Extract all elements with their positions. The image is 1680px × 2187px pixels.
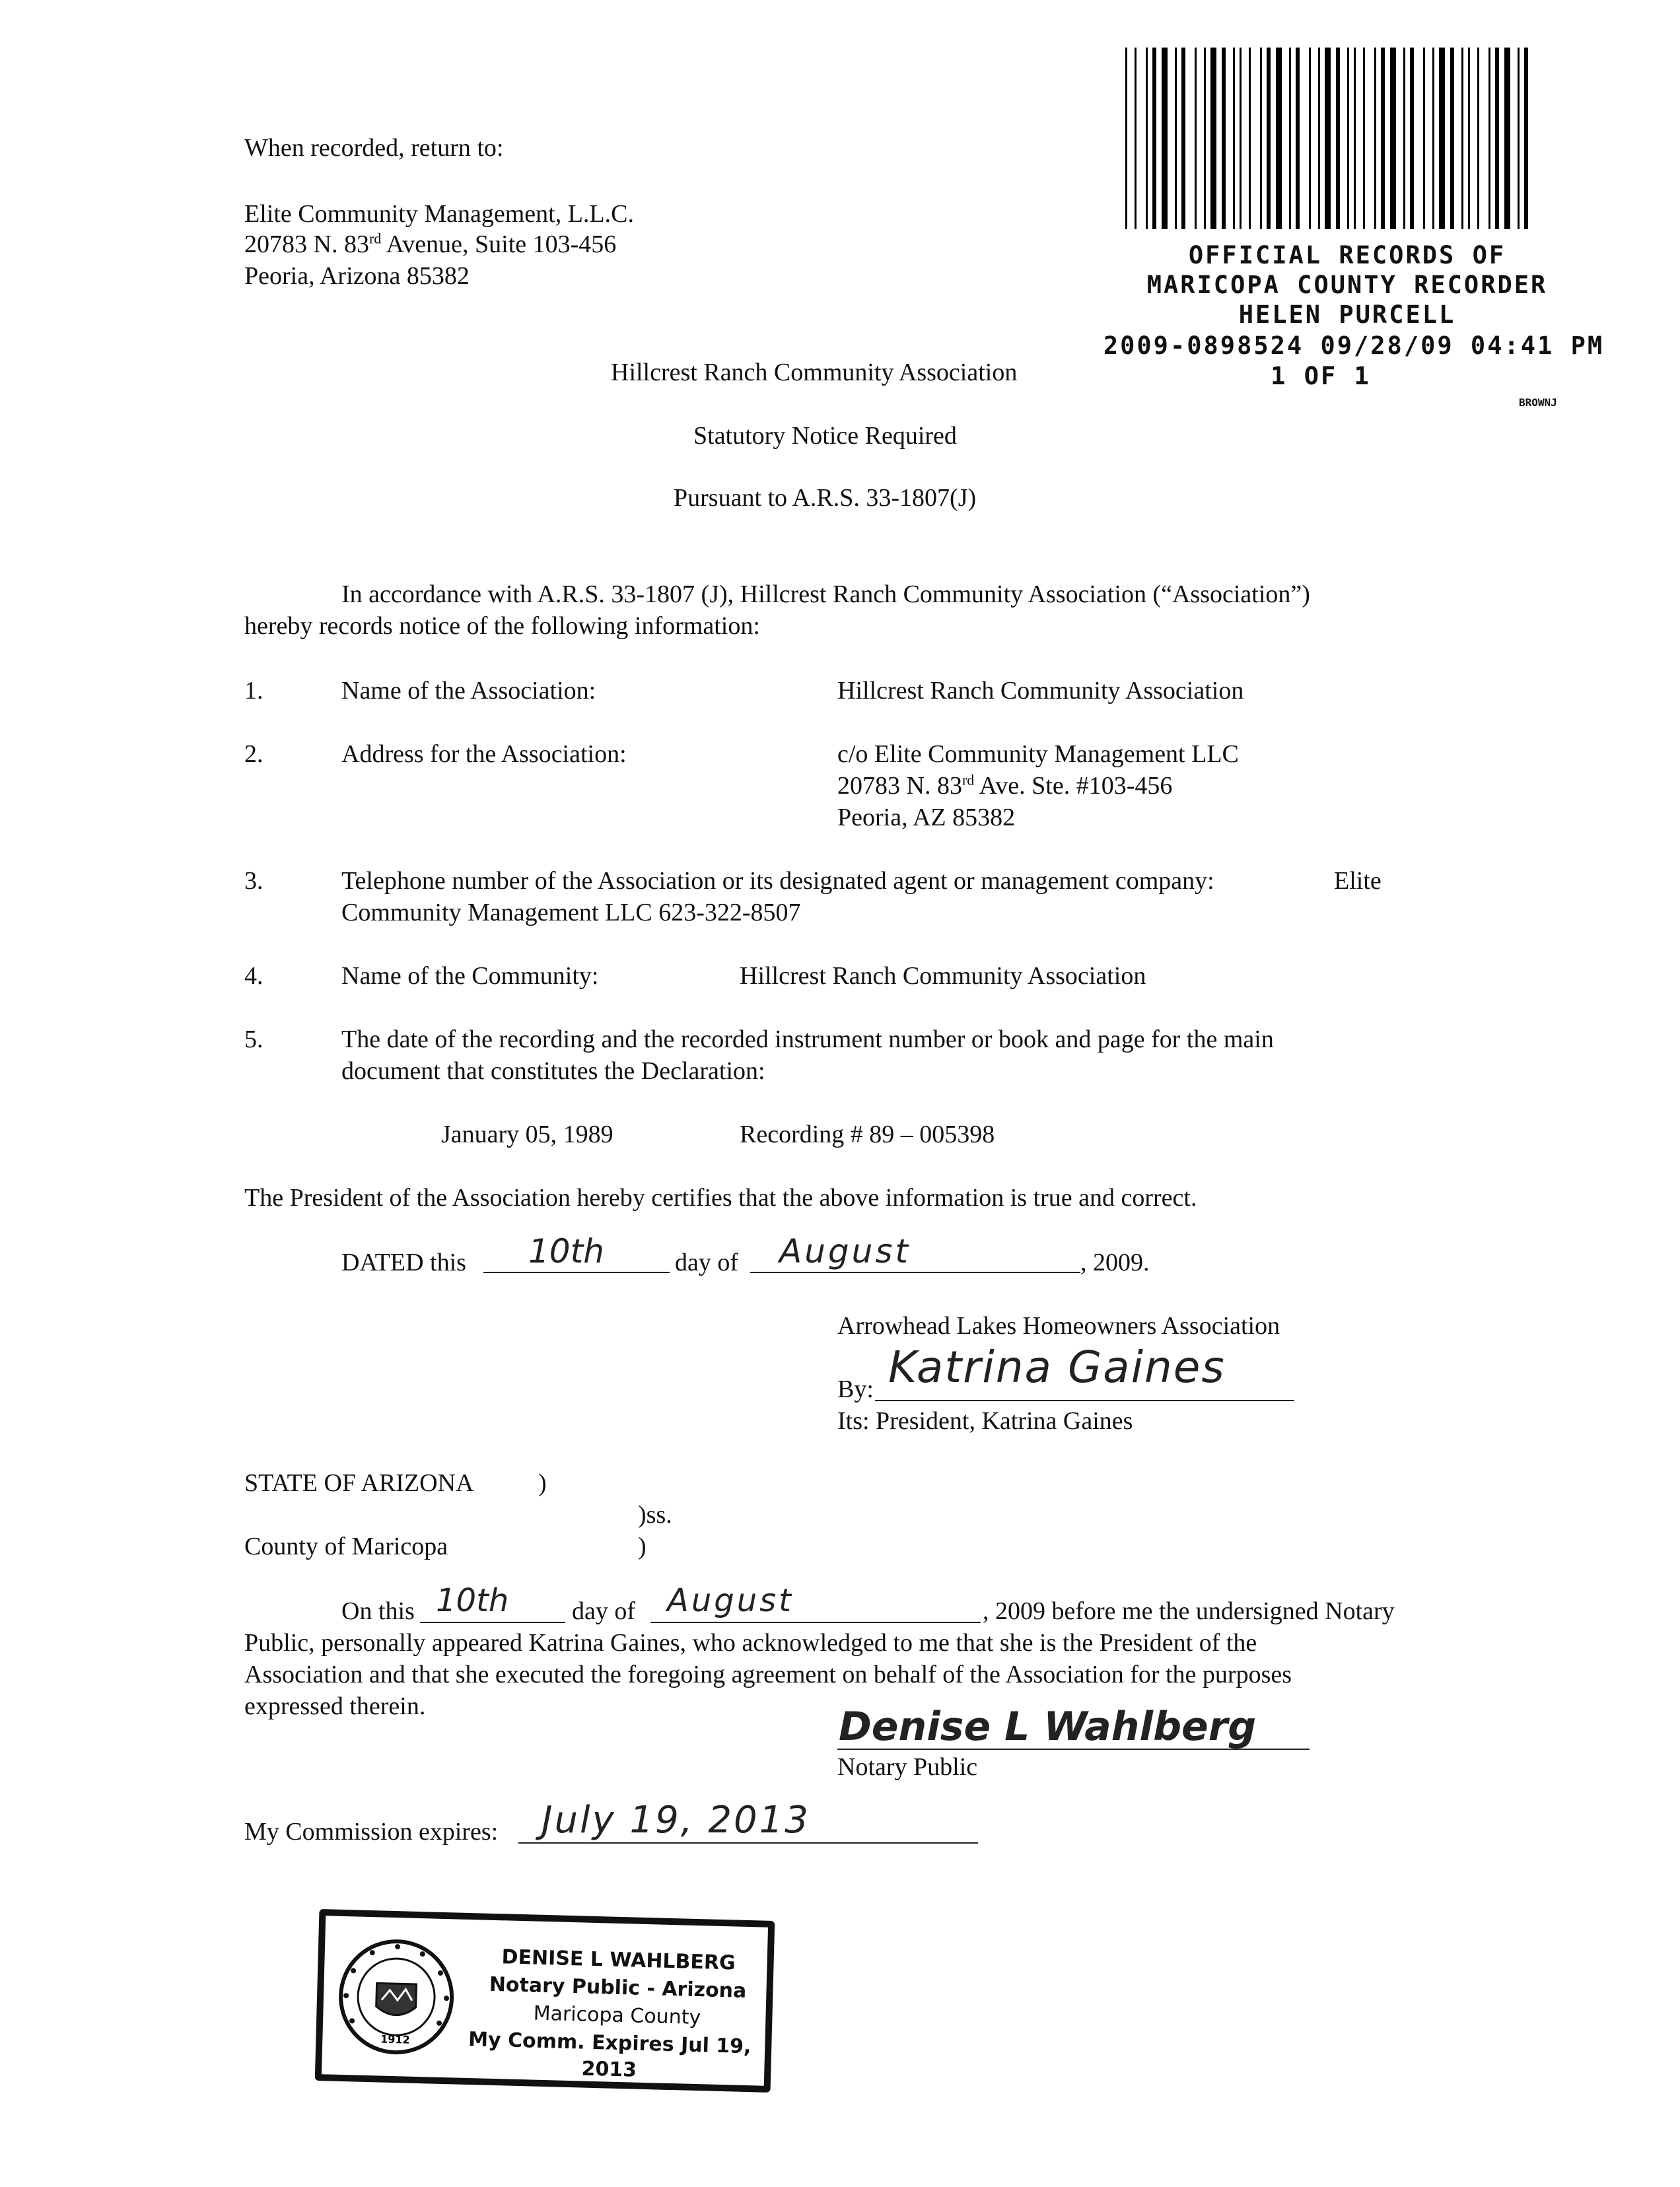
item-2-label: Address for the Association: bbox=[341, 740, 627, 768]
state-seal-icon bbox=[335, 1936, 458, 2058]
stamp-expiration: My Comm. Expires Jul 19, 2013 bbox=[468, 2027, 752, 2082]
item-1-value: Hillcrest Ranch Community Association bbox=[837, 677, 1244, 705]
commission-label: My Commission expires: bbox=[244, 1818, 499, 1846]
signature-title: Its: President, Katrina Gaines bbox=[837, 1407, 1133, 1435]
item-1-label: Name of the Association: bbox=[341, 677, 596, 705]
president-signature: Katrina Gaines bbox=[888, 1342, 1226, 1393]
commission-date-handwritten: July 19, 2013 bbox=[542, 1799, 810, 1842]
return-city: Peoria, Arizona 85382 bbox=[244, 262, 470, 290]
item-1-number: 1. bbox=[244, 677, 263, 705]
item-2-number: 2. bbox=[244, 740, 263, 768]
item-5-number: 5. bbox=[244, 1025, 263, 1053]
recorder-page: 1 OF 1 bbox=[1271, 362, 1371, 390]
dated-day-handwritten: 10th bbox=[528, 1232, 604, 1270]
dated-month-handwritten: August bbox=[779, 1232, 911, 1270]
ack-day-of: day of bbox=[572, 1597, 636, 1625]
item-4-value: Hillcrest Ranch Community Association bbox=[740, 962, 1146, 990]
venue-ss: )ss. bbox=[638, 1501, 672, 1529]
item-3-number: 3. bbox=[244, 867, 263, 895]
ack-line-2: Public, personally appeared Katrina Gaines, who acknowledged to me that she is the President of the bbox=[244, 1629, 1257, 1657]
ack-line-3: Association and that she executed the foregoing agreement on behalf of the Association for the purposes bbox=[244, 1661, 1292, 1688]
ack-line-4: expressed therein. bbox=[244, 1692, 426, 1720]
venue-county: County of Maricopa bbox=[244, 1533, 448, 1560]
ack-month-handwritten: August bbox=[667, 1582, 794, 1619]
dated-mid: day of bbox=[675, 1249, 739, 1276]
signature-by-label: By: bbox=[837, 1375, 874, 1403]
item-4-number: 4. bbox=[244, 962, 263, 990]
return-address: 20783 N. 83rd Avenue, Suite 103-456 bbox=[244, 230, 617, 258]
notary-signature: Denise L Wahlberg bbox=[839, 1704, 1257, 1750]
title-notice: Statutory Notice Required bbox=[693, 422, 957, 450]
recording-number: Recording # 89 – 005398 bbox=[740, 1121, 995, 1148]
venue-state: STATE OF ARIZONA bbox=[244, 1469, 474, 1497]
item-5-line-1: The date of the recording and the recorded instrument number or book and page for the main bbox=[341, 1025, 1274, 1053]
ack-day-handwritten: 10th bbox=[436, 1582, 509, 1619]
dated-prefix: DATED this bbox=[341, 1249, 466, 1276]
title-statute: Pursuant to A.R.S. 33-1807(J) bbox=[674, 484, 977, 512]
item-5-line-2: document that constitutes the Declaration: bbox=[341, 1057, 765, 1085]
ack-on-this: On this bbox=[341, 1597, 415, 1625]
ack-line-1-end: , 2009 before me the undersigned Notary bbox=[983, 1597, 1395, 1625]
recorder-initials: BROWNJ bbox=[1519, 396, 1557, 409]
venue-paren-2: ) bbox=[638, 1533, 647, 1560]
item-3-line-2: Community Management LLC 623-322-8507 bbox=[341, 899, 801, 926]
barcode bbox=[1123, 48, 1539, 232]
item-3-line-1: Telephone number of the Association or its designated agent or management company: bbox=[341, 867, 1214, 895]
item-2-value-line-3: Peoria, AZ 85382 bbox=[837, 804, 1016, 831]
return-heading: When recorded, return to: bbox=[244, 134, 504, 162]
recorder-line-3: HELEN PURCELL bbox=[1238, 300, 1456, 329]
stamp-notary-title: Notary Public - Arizona bbox=[489, 1972, 747, 2003]
recorder-line-2: MARICOPA COUNTY RECORDER bbox=[1146, 271, 1548, 299]
item-3-line-1-end: Elite bbox=[1334, 867, 1382, 895]
intro-line-2: hereby records notice of the following information: bbox=[244, 612, 760, 640]
item-4-label: Name of the Community: bbox=[341, 962, 599, 990]
recorder-line-4: 2009-0898524 09/28/09 04:41 PM bbox=[1103, 331, 1605, 360]
seal-year: 1912 bbox=[380, 2032, 410, 2046]
signature-org: Arrowhead Lakes Homeowners Association bbox=[837, 1312, 1280, 1340]
intro-line-1: In accordance with A.R.S. 33-1807 (J), Hillcrest Ranch Community Association (“Association”) bbox=[341, 580, 1310, 608]
certify-statement: The President of the Association hereby certifies that the above information is true and correct. bbox=[244, 1184, 1197, 1212]
stamp-county: Maricopa County bbox=[533, 2001, 701, 2030]
return-company: Elite Community Management, L.L.C. bbox=[244, 200, 634, 228]
stamp-notary-name: DENISE L WAHLBERG bbox=[501, 1945, 736, 1975]
title-association: Hillcrest Ranch Community Association bbox=[611, 359, 1018, 386]
venue-paren-1: ) bbox=[538, 1469, 547, 1497]
notary-label: Notary Public bbox=[837, 1753, 978, 1781]
notary-stamp bbox=[315, 1909, 775, 2093]
item-2-value-line-1: c/o Elite Community Management LLC bbox=[837, 740, 1239, 768]
item-2-value-line-2: 20783 N. 83rd Ave. Ste. #103-456 bbox=[837, 771, 1173, 800]
recording-date: January 05, 1989 bbox=[441, 1121, 613, 1148]
recorder-line-1: OFFICIAL RECORDS OF bbox=[1188, 241, 1506, 269]
dated-suffix: , 2009. bbox=[1080, 1249, 1150, 1276]
